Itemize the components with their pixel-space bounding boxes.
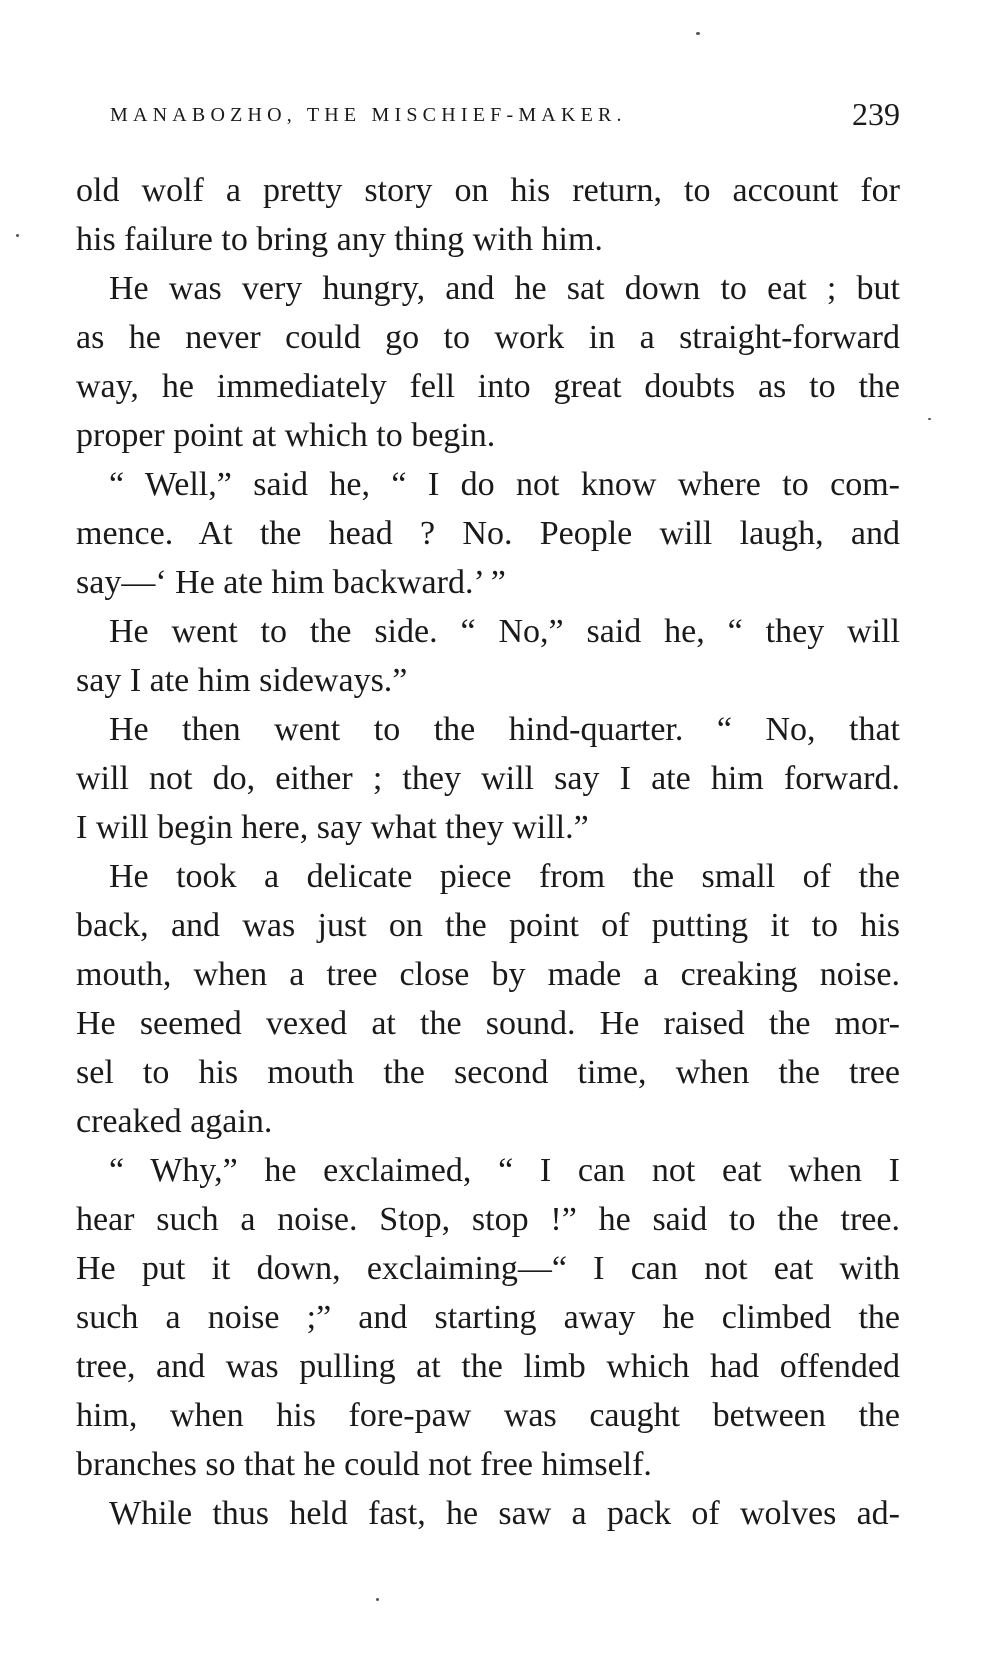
text-line: He was very hungry, and he sat down to eat ; but bbox=[109, 270, 900, 307]
text-line: While thus held fast, he saw a pack of wolves ad- bbox=[109, 1495, 900, 1532]
text-line: old wolf a pretty story on his return, to account for bbox=[76, 172, 900, 209]
text-line: proper point at which to begin. bbox=[76, 417, 496, 454]
text-line: tree, and was pulling at the limb which had offended bbox=[76, 1348, 900, 1385]
text-line: He seemed vexed at the sound. He raised the mor- bbox=[76, 1005, 900, 1042]
text-line: mence. At the head ? No. People will laugh, and bbox=[76, 515, 900, 552]
text-line: will not do, either ; they will say I ate him forward. bbox=[76, 760, 900, 797]
text-line: such a noise ;” and starting away he climbed the bbox=[76, 1299, 900, 1336]
text-line: way, he immediately fell into great doubts as to the bbox=[76, 368, 900, 405]
text-line: “ Why,” he exclaimed, “ I can not eat when I bbox=[109, 1152, 900, 1189]
text-line: him, when his fore-paw was caught between the bbox=[76, 1397, 900, 1434]
ink-speck bbox=[928, 418, 931, 420]
text-line: He took a delicate piece from the small of the bbox=[109, 858, 900, 895]
running-head bbox=[110, 96, 900, 136]
text-line: He put it down, exclaiming—“ I can not eat with bbox=[76, 1250, 900, 1287]
text-line: say I ate him sideways.” bbox=[76, 662, 408, 699]
page-number: 239 bbox=[852, 96, 900, 132]
ink-speck bbox=[696, 32, 700, 35]
text-line: say—‘ He ate him backward.’ ” bbox=[76, 564, 506, 601]
ink-speck bbox=[376, 1598, 379, 1601]
text-line: creaked again. bbox=[76, 1103, 273, 1140]
text-line: back, and was just on the point of putting it to his bbox=[76, 907, 900, 944]
text-line: He went to the side. “ No,” said he, “ they will bbox=[109, 613, 900, 650]
running-title: MANABOZHO, THE MISCHIEF-MAKER. bbox=[110, 104, 627, 126]
text-line: He then went to the hind-quarter. “ No, that bbox=[109, 711, 900, 748]
text-line: his failure to bring any thing with him. bbox=[76, 221, 603, 258]
text-line: sel to his mouth the second time, when the tree bbox=[76, 1054, 900, 1091]
text-line: as he never could go to work in a straight-forward bbox=[76, 319, 900, 356]
text-line: “ Well,” said he, “ I do not know where to com- bbox=[109, 466, 900, 503]
ink-speck bbox=[16, 234, 19, 237]
text-line: I will begin here, say what they will.” bbox=[76, 809, 589, 846]
text-line: mouth, when a tree close by made a creaking noise. bbox=[76, 956, 900, 993]
body-text bbox=[76, 166, 900, 1538]
text-line: branches so that he could not free himself. bbox=[76, 1446, 652, 1483]
text-line: hear such a noise. Stop, stop !” he said to the tree. bbox=[76, 1201, 900, 1238]
